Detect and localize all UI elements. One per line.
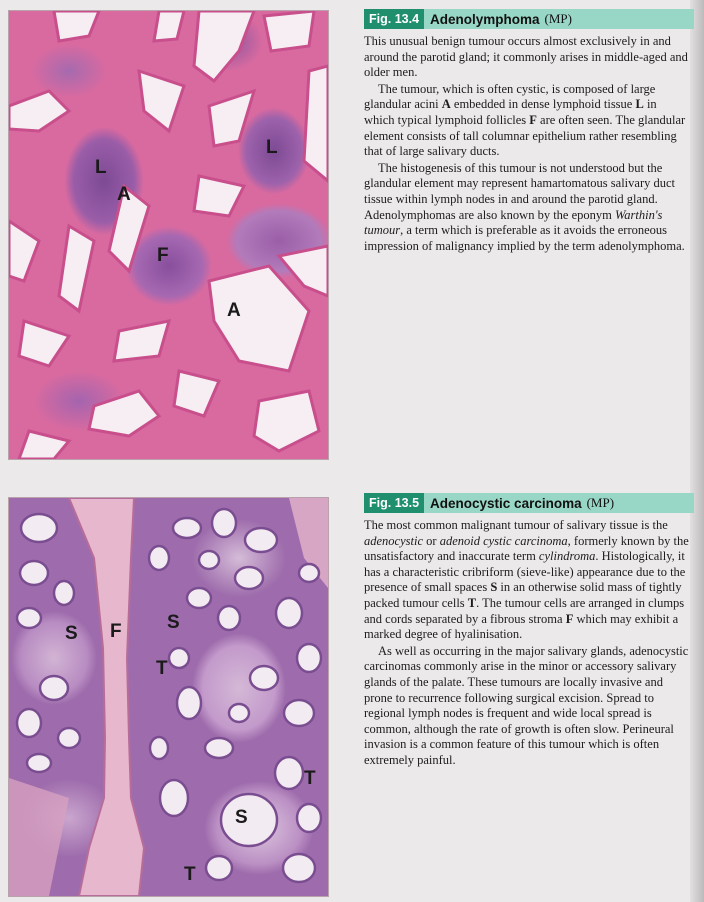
label-T-upper: T: [156, 658, 168, 679]
fig-13-5-number: Fig. 13.5: [364, 493, 424, 513]
fig-13-4-heading: [364, 9, 694, 29]
label-S-upper-right: S: [167, 612, 180, 633]
fig-13-4-paragraph-3: The histogenesis of this tumour is not understood but the glandular element may represent hamartomatous salivary duct tissue within lymph nodes in and around the parotid gland. Adenolymphomas are also known by the eponym Warthin's tumour, a term which is preferable as it avoids the erroneous impression of malignancy implied by the term adenolymphoma.: [364, 160, 685, 253]
adenocystic-carcinoma-micrograph: [8, 497, 329, 897]
fig-13-4-description: [364, 34, 690, 255]
page-gutter-shadow: [690, 0, 704, 902]
label-S-left: S: [65, 623, 78, 644]
fig-13-5-paragraph-2: As well as occurring in the major salivary glands, adenocystic carcinomas commonly arise in the minor or accessory salivary glands of the palate. These tumours are locally invasive and prone to recurrence following surgical excision. Spread to regional lymph nodes is frequent and wide local spread is common, although the rate of growth is often slow. Perineural invasion is a common feature of this tumour which is often extremely painful.: [364, 643, 689, 767]
fig-13-5-description: [364, 518, 690, 770]
fig-13-4-number: Fig. 13.4: [364, 9, 424, 29]
fig-13-5-title: Adenocystic carcinoma: [430, 495, 582, 511]
adenocystic-stroma-and-cysts: [9, 498, 328, 896]
label-T-right: T: [304, 768, 316, 789]
fig-13-4-magnification: (MP): [544, 11, 572, 26]
fig-13-5-paragraph-1: The most common malignant tumour of salivary tissue is the adenocystic or adenoid cystic carcinoma, formerly known by the unsatisfactory and inaccurate term cylindroma. Histologically, it has a characteristic cribriform (sieve-like) appearance due to the presence of small spaces S in an otherwise solid mass of tightly packed tumour cells T. The tumour cells are arranged in clumps and cords separated by a fibrous stroma F which may exhibit a marked degree of hyalinisation.: [364, 518, 689, 642]
label-A-lower: A: [227, 300, 241, 321]
fig-13-4-title: Adenolymphoma: [430, 11, 540, 27]
label-L-right: L: [266, 137, 278, 158]
fig-13-4-paragraph-1: This unusual benign tumour occurs almost exclusively in and around the parotid gland; it commonly arises in middle-aged and older men.: [364, 34, 688, 80]
label-S-large-cyst: S: [235, 807, 248, 828]
fig-13-5-heading: [364, 493, 694, 513]
fig-13-4-paragraph-2: The tumour, which is often cystic, is composed of large glandular acini A embedded in dense lymphoid tissue L in which typical lymphoid follicles F are often seen. The glandular element consists of tall columnar epithelium rather resembling that of large salivary ducts.: [364, 81, 686, 159]
label-L-left: L: [95, 157, 107, 178]
label-A-upper: A: [117, 184, 131, 205]
adenolymphoma-acini-spaces: [9, 11, 328, 459]
adenolymphoma-micrograph: [8, 10, 329, 460]
label-F-stroma: F: [110, 621, 122, 642]
label-T-bottom: T: [184, 864, 196, 885]
fig-13-5-magnification: (MP): [586, 495, 615, 510]
label-F: F: [157, 245, 169, 266]
